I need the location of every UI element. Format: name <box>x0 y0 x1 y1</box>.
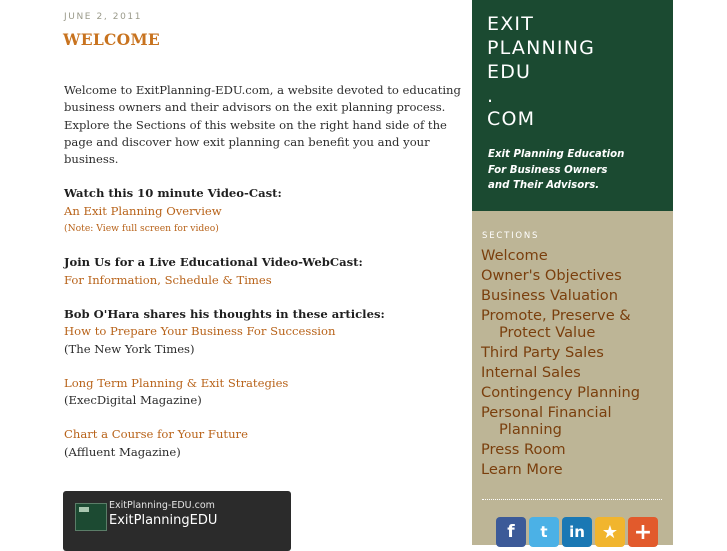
tagline-line: For Business Owners <box>488 164 608 176</box>
sidebar <box>472 0 673 545</box>
logo-text-line: EXIT <box>487 13 535 35</box>
post-date: JUNE 2, 2011 <box>64 12 143 22</box>
article-source: (Affluent Magazine) <box>64 444 181 459</box>
article-link[interactable]: Chart a Course for Your Future <box>64 427 248 442</box>
webcast-link[interactable]: For Information, Schedule & Times <box>64 272 272 287</box>
nav-item-personal-financial-planning[interactable]: Personal Financial Planning <box>481 403 612 439</box>
add-plus-icon[interactable]: + <box>628 517 658 547</box>
nav-item-press-room[interactable]: Press Room <box>481 441 566 459</box>
widget-page-name[interactable]: ExitPlanningEDU <box>109 513 218 528</box>
videocast-note: (Note: View full screen for video) <box>64 223 219 235</box>
social-buttons <box>496 517 658 547</box>
article-source: (ExecDigital Magazine) <box>64 393 202 408</box>
article-link[interactable]: How to Prepare Your Business For Succession <box>64 324 336 339</box>
nav-item-welcome[interactable]: Welcome <box>481 247 548 264</box>
article-link[interactable]: Long Term Planning & Exit Strategies <box>64 375 289 390</box>
linkedin-icon[interactable]: in <box>562 517 592 547</box>
divider <box>482 499 662 500</box>
facebook-icon[interactable]: f <box>496 517 526 547</box>
nav-item-third-party-sales[interactable]: Third Party Sales <box>481 344 604 362</box>
intro-paragraph: Welcome to ExitPlanning-EDU.com, a website devoted to educating business owners and their advisors on the exit planning process. Explore the Sections of this website on the right hand side of the page and discover how exit planning can benefit you and your business. <box>64 83 461 167</box>
nav-item-owners-objectives[interactable]: Owner's Objectives <box>481 266 622 284</box>
logo-text-line: EDU <box>487 61 532 83</box>
webcast-heading: Join Us for a Live Educational Video-WebCast: <box>64 255 363 270</box>
logo-tagline <box>488 147 624 194</box>
nav-item-learn-more[interactable]: Learn More <box>481 461 563 479</box>
favorite-star-icon[interactable]: ★ <box>595 517 625 547</box>
post-title[interactable]: WELCOME <box>63 30 161 49</box>
videocast-heading: Watch this 10 minute Video-Cast: <box>64 186 282 201</box>
page-thumbnail[interactable] <box>75 503 107 531</box>
logo-text-line: COM <box>487 108 536 130</box>
sections-nav <box>481 247 671 481</box>
nav-item-internal-sales[interactable]: Internal Sales <box>481 363 581 381</box>
site-logo[interactable] <box>472 0 673 211</box>
videocast-link[interactable]: An Exit Planning Overview <box>64 203 222 218</box>
articles-heading: Bob O'Hara shares his thoughts in these articles: <box>64 306 385 321</box>
nav-item-business-valuation[interactable]: Business Valuation <box>481 286 618 304</box>
sections-heading: SECTIONS <box>482 231 540 241</box>
logo-text-line: PLANNING <box>487 37 596 59</box>
widget-site-url[interactable]: ExitPlanning-EDU.com <box>109 500 215 511</box>
tagline-line: and Their Advisors. <box>488 180 600 191</box>
nav-item-contingency-planning[interactable]: Contingency Planning <box>481 383 641 401</box>
logo-text-line: . <box>487 85 495 107</box>
post-content <box>64 82 464 461</box>
tagline-line: Exit Planning Education <box>488 149 625 160</box>
article-source: (The New York Times) <box>64 341 195 356</box>
twitter-icon[interactable]: t <box>529 517 559 547</box>
nav-item-promote-preserve-protect[interactable]: Promote, Preserve & Protect Value <box>481 306 631 342</box>
facebook-like-box[interactable] <box>63 491 291 551</box>
